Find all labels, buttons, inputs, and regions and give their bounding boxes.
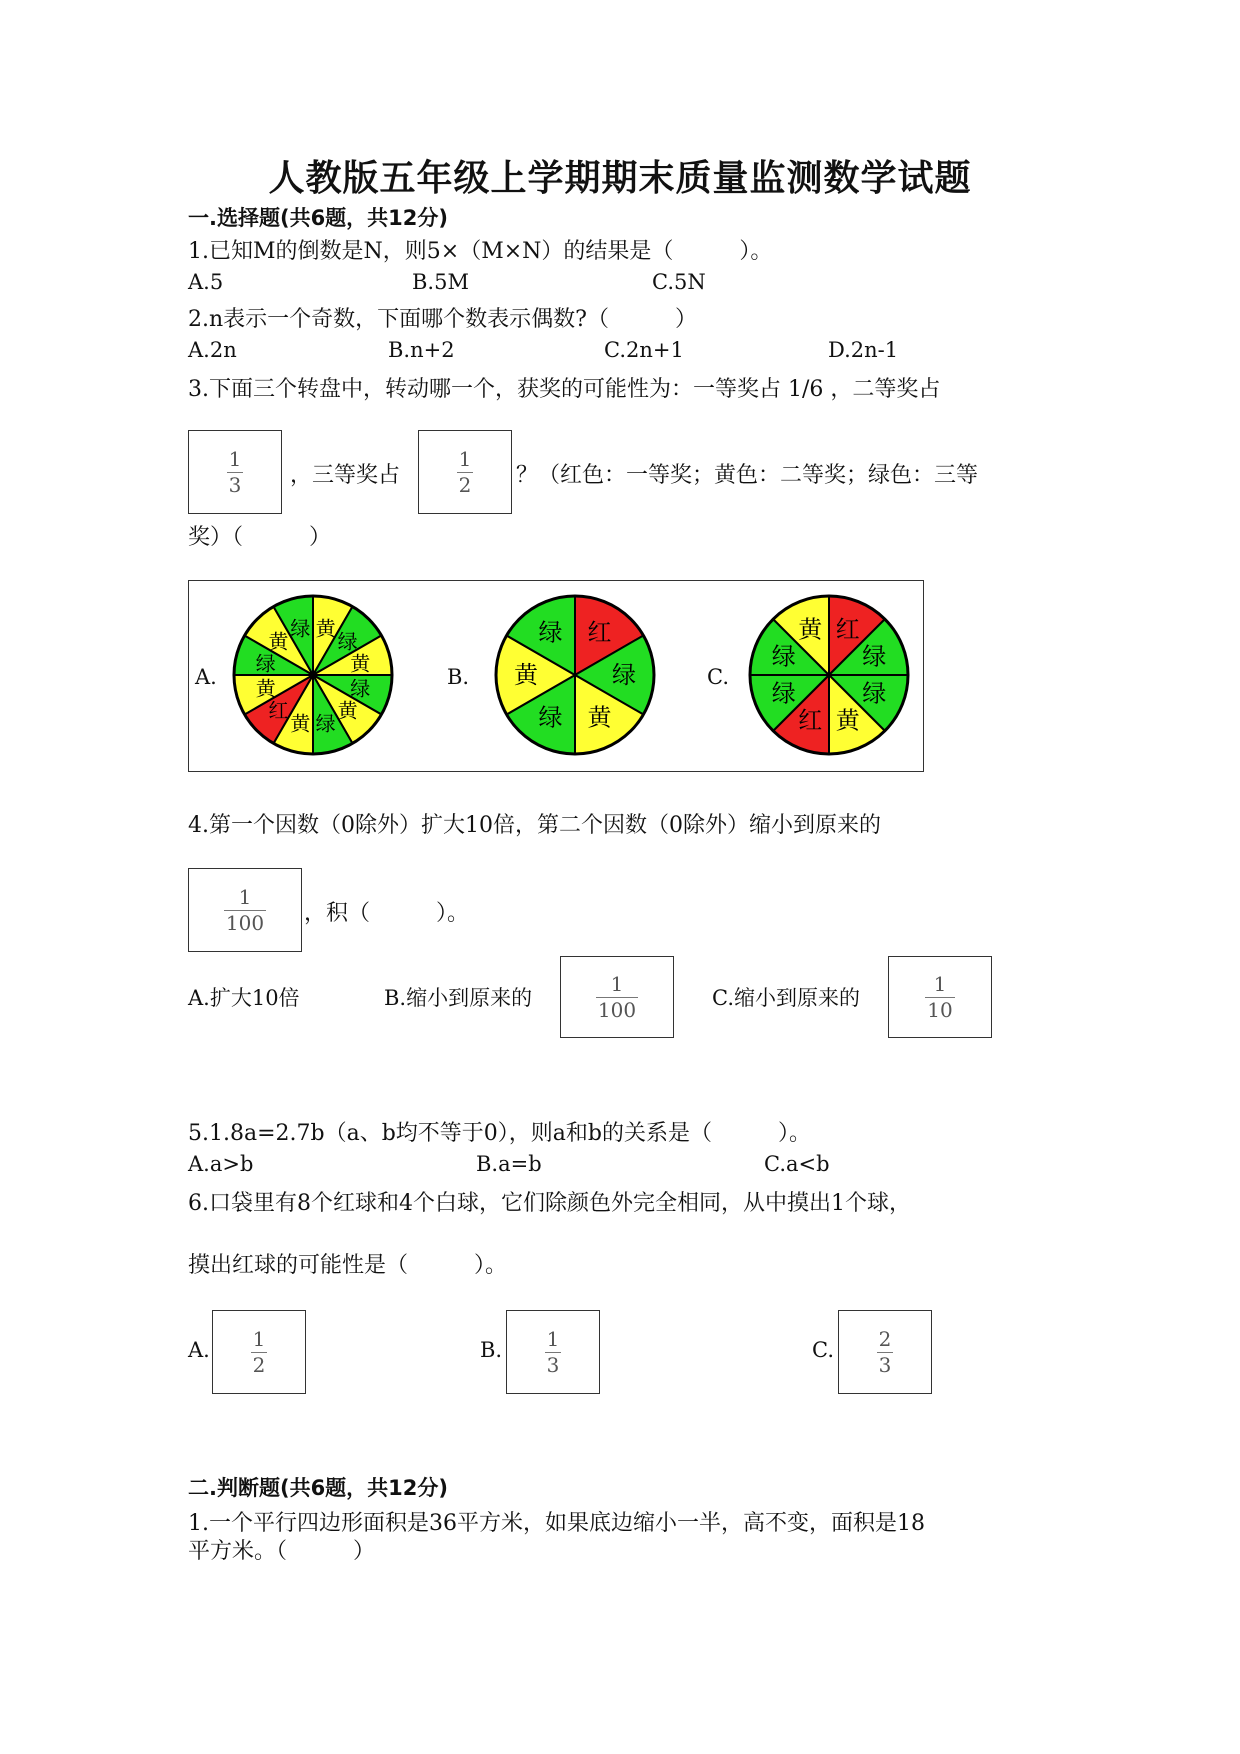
spinner-sector-label: 绿 [350, 676, 371, 701]
spinner-sector-label: 红 [587, 618, 612, 647]
question-6-line2: 摸出红球的可能性是（ ）。 [188, 1253, 508, 1278]
fraction-numerator: 2 [878, 1326, 892, 1351]
fraction [545, 1326, 562, 1377]
section-heading-judgement: 二.判断题(共6题，共12分) [188, 1476, 449, 1500]
fraction-denominator: 100 [597, 997, 637, 1022]
question-6-option-b-fraction-box [506, 1310, 600, 1394]
fraction-denominator: 2 [458, 472, 472, 497]
spinner-sector-label: 黄 [350, 651, 371, 676]
fraction-numerator: 1 [933, 971, 947, 996]
spinner-wheel-c [750, 596, 908, 754]
fraction [227, 446, 244, 497]
fraction-denominator: 100 [225, 910, 265, 935]
fraction-denominator: 3 [546, 1352, 560, 1377]
spinner-sector-label: 黄 [255, 676, 276, 701]
spinner-sector-label: 绿 [538, 618, 563, 647]
question-2-option-b[interactable]: B.n+2 [388, 338, 455, 362]
spinner-sector-label: 绿 [255, 651, 276, 676]
question-3-mid-text: ，三等奖占 [290, 463, 401, 488]
question-3-line3: 奖）（ ） [188, 525, 332, 550]
question-3-after-text: ？（红色：一等奖；黄色：二等奖；绿色：三等 [516, 463, 979, 488]
question-2-option-a[interactable]: A.2n [188, 338, 237, 362]
fraction-numerator: 1 [238, 884, 252, 909]
fraction [596, 971, 638, 1022]
question-5-option-b[interactable]: B.a=b [476, 1152, 542, 1176]
fraction-denominator: 3 [878, 1352, 892, 1377]
spinner-b-label[interactable]: B. [447, 665, 470, 689]
question-6-option-b-label[interactable]: B. [480, 1338, 503, 1362]
question-6-line1: 6.口袋里有8个红球和4个白球，它们除颜色外完全相同，从中摸出1个球， [188, 1191, 911, 1216]
question-1-option-a[interactable]: A.5 [188, 270, 224, 294]
fraction [457, 446, 474, 497]
spinner-sector-label: 黄 [337, 698, 358, 723]
spinner-sector-label: 黄 [835, 706, 860, 735]
question-2-option-d[interactable]: D.2n-1 [828, 338, 899, 362]
question-4-option-c[interactable]: C.缩小到原来的 [712, 986, 860, 1010]
spinner-wheel-a [234, 596, 392, 754]
question-1-option-c[interactable]: C.5N [652, 270, 706, 294]
spinner-sector-label: 绿 [862, 679, 887, 708]
question-5-option-a[interactable]: A.a>b [188, 1152, 254, 1176]
question-4-after-text: ，积（ ）。 [304, 901, 470, 926]
judgement-1-line2: 平方米。（ ） [188, 1539, 376, 1564]
spinner-wheels [189, 581, 925, 773]
question-5-text: 5.1.8a=2.7b（a、b均不等于0），则a和b的关系是（ ）。 [188, 1121, 811, 1146]
question-6-option-c-fraction-box [838, 1310, 932, 1394]
question-3-fraction-box-1 [188, 430, 282, 514]
spinner-sector-label: 黄 [290, 711, 311, 736]
spinner-sector-label: 绿 [337, 629, 358, 654]
fraction-numerator: 1 [458, 446, 472, 471]
question-4-option-a[interactable]: A.扩大10倍 [188, 986, 300, 1010]
fraction-numerator: 1 [610, 971, 624, 996]
spinner-sector-label: 黄 [798, 615, 823, 644]
fraction-denominator: 3 [228, 472, 242, 497]
question-4-fraction-box [188, 868, 302, 952]
spinner-sector-label: 红 [835, 615, 860, 644]
spinner-a-label[interactable]: A. [195, 665, 217, 689]
question-4-option-c-fraction-box [888, 956, 992, 1038]
spinner-sector-label: 黄 [587, 703, 612, 732]
spinner-figure [188, 580, 924, 772]
fraction [224, 884, 266, 935]
fraction-numerator: 1 [252, 1326, 266, 1351]
question-6-option-a-label[interactable]: A. [188, 1338, 210, 1362]
question-5-option-c[interactable]: C.a<b [764, 1152, 830, 1176]
spinner-sector-label: 红 [798, 706, 823, 735]
question-2-option-c[interactable]: C.2n+1 [604, 338, 684, 362]
question-1-option-b[interactable]: B.5M [412, 270, 469, 294]
spinner-sector-label: 绿 [771, 679, 796, 708]
question-6-option-c-label[interactable]: C. [812, 1338, 834, 1362]
fraction-numerator: 1 [228, 446, 242, 471]
spinner-sector-label: 绿 [315, 711, 336, 736]
question-4-option-b-fraction-box [560, 956, 674, 1038]
fraction-numerator: 1 [546, 1326, 560, 1351]
spinner-wheel-b [496, 596, 654, 754]
fraction-denominator: 10 [927, 997, 953, 1022]
judgement-1-line1: 1.一个平行四边形面积是36平方米，如果底边缩小一半，高不变，面积是18 [188, 1511, 925, 1536]
question-3-line1: 3.下面三个转盘中，转动哪一个，获奖的可能性为：一等奖占 1/6 ，二等奖占 [188, 377, 941, 402]
spinner-sector-label: 黄 [315, 616, 336, 641]
spinner-sector-label: 黄 [268, 629, 289, 654]
question-2-text: 2.n表示一个奇数，下面哪个数表示偶数?（ ） [188, 307, 697, 332]
spinner-sector-label: 绿 [611, 661, 636, 689]
spinner-sector-label: 绿 [862, 642, 887, 671]
spinner-sector-label: 红 [268, 698, 289, 723]
section-heading-choice: 一.选择题(共6题，共12分) [188, 206, 449, 230]
question-3-fraction-box-2 [418, 430, 512, 514]
spinner-sector-label: 黄 [514, 661, 539, 689]
question-4-option-b[interactable]: B.缩小到原来的 [384, 986, 533, 1010]
fraction-denominator: 2 [252, 1352, 266, 1377]
page-title: 人教版五年级上学期期末质量监测数学试题 [268, 158, 972, 199]
spinner-sector-label: 绿 [771, 642, 796, 671]
spinner-c-label[interactable]: C. [707, 665, 729, 689]
fraction [877, 1326, 894, 1377]
fraction [925, 971, 954, 1022]
spinner-sector-label: 绿 [538, 703, 563, 732]
question-1-text: 1.已知M的倒数是N，则5×（M×N）的结果是（ ）。 [188, 239, 773, 264]
spinner-sector-label: 绿 [290, 616, 311, 641]
question-4-line1: 4.第一个因数（0除外）扩大10倍，第二个因数（0除外）缩小到原来的 [188, 813, 881, 838]
question-6-option-a-fraction-box [212, 1310, 306, 1394]
fraction [251, 1326, 268, 1377]
